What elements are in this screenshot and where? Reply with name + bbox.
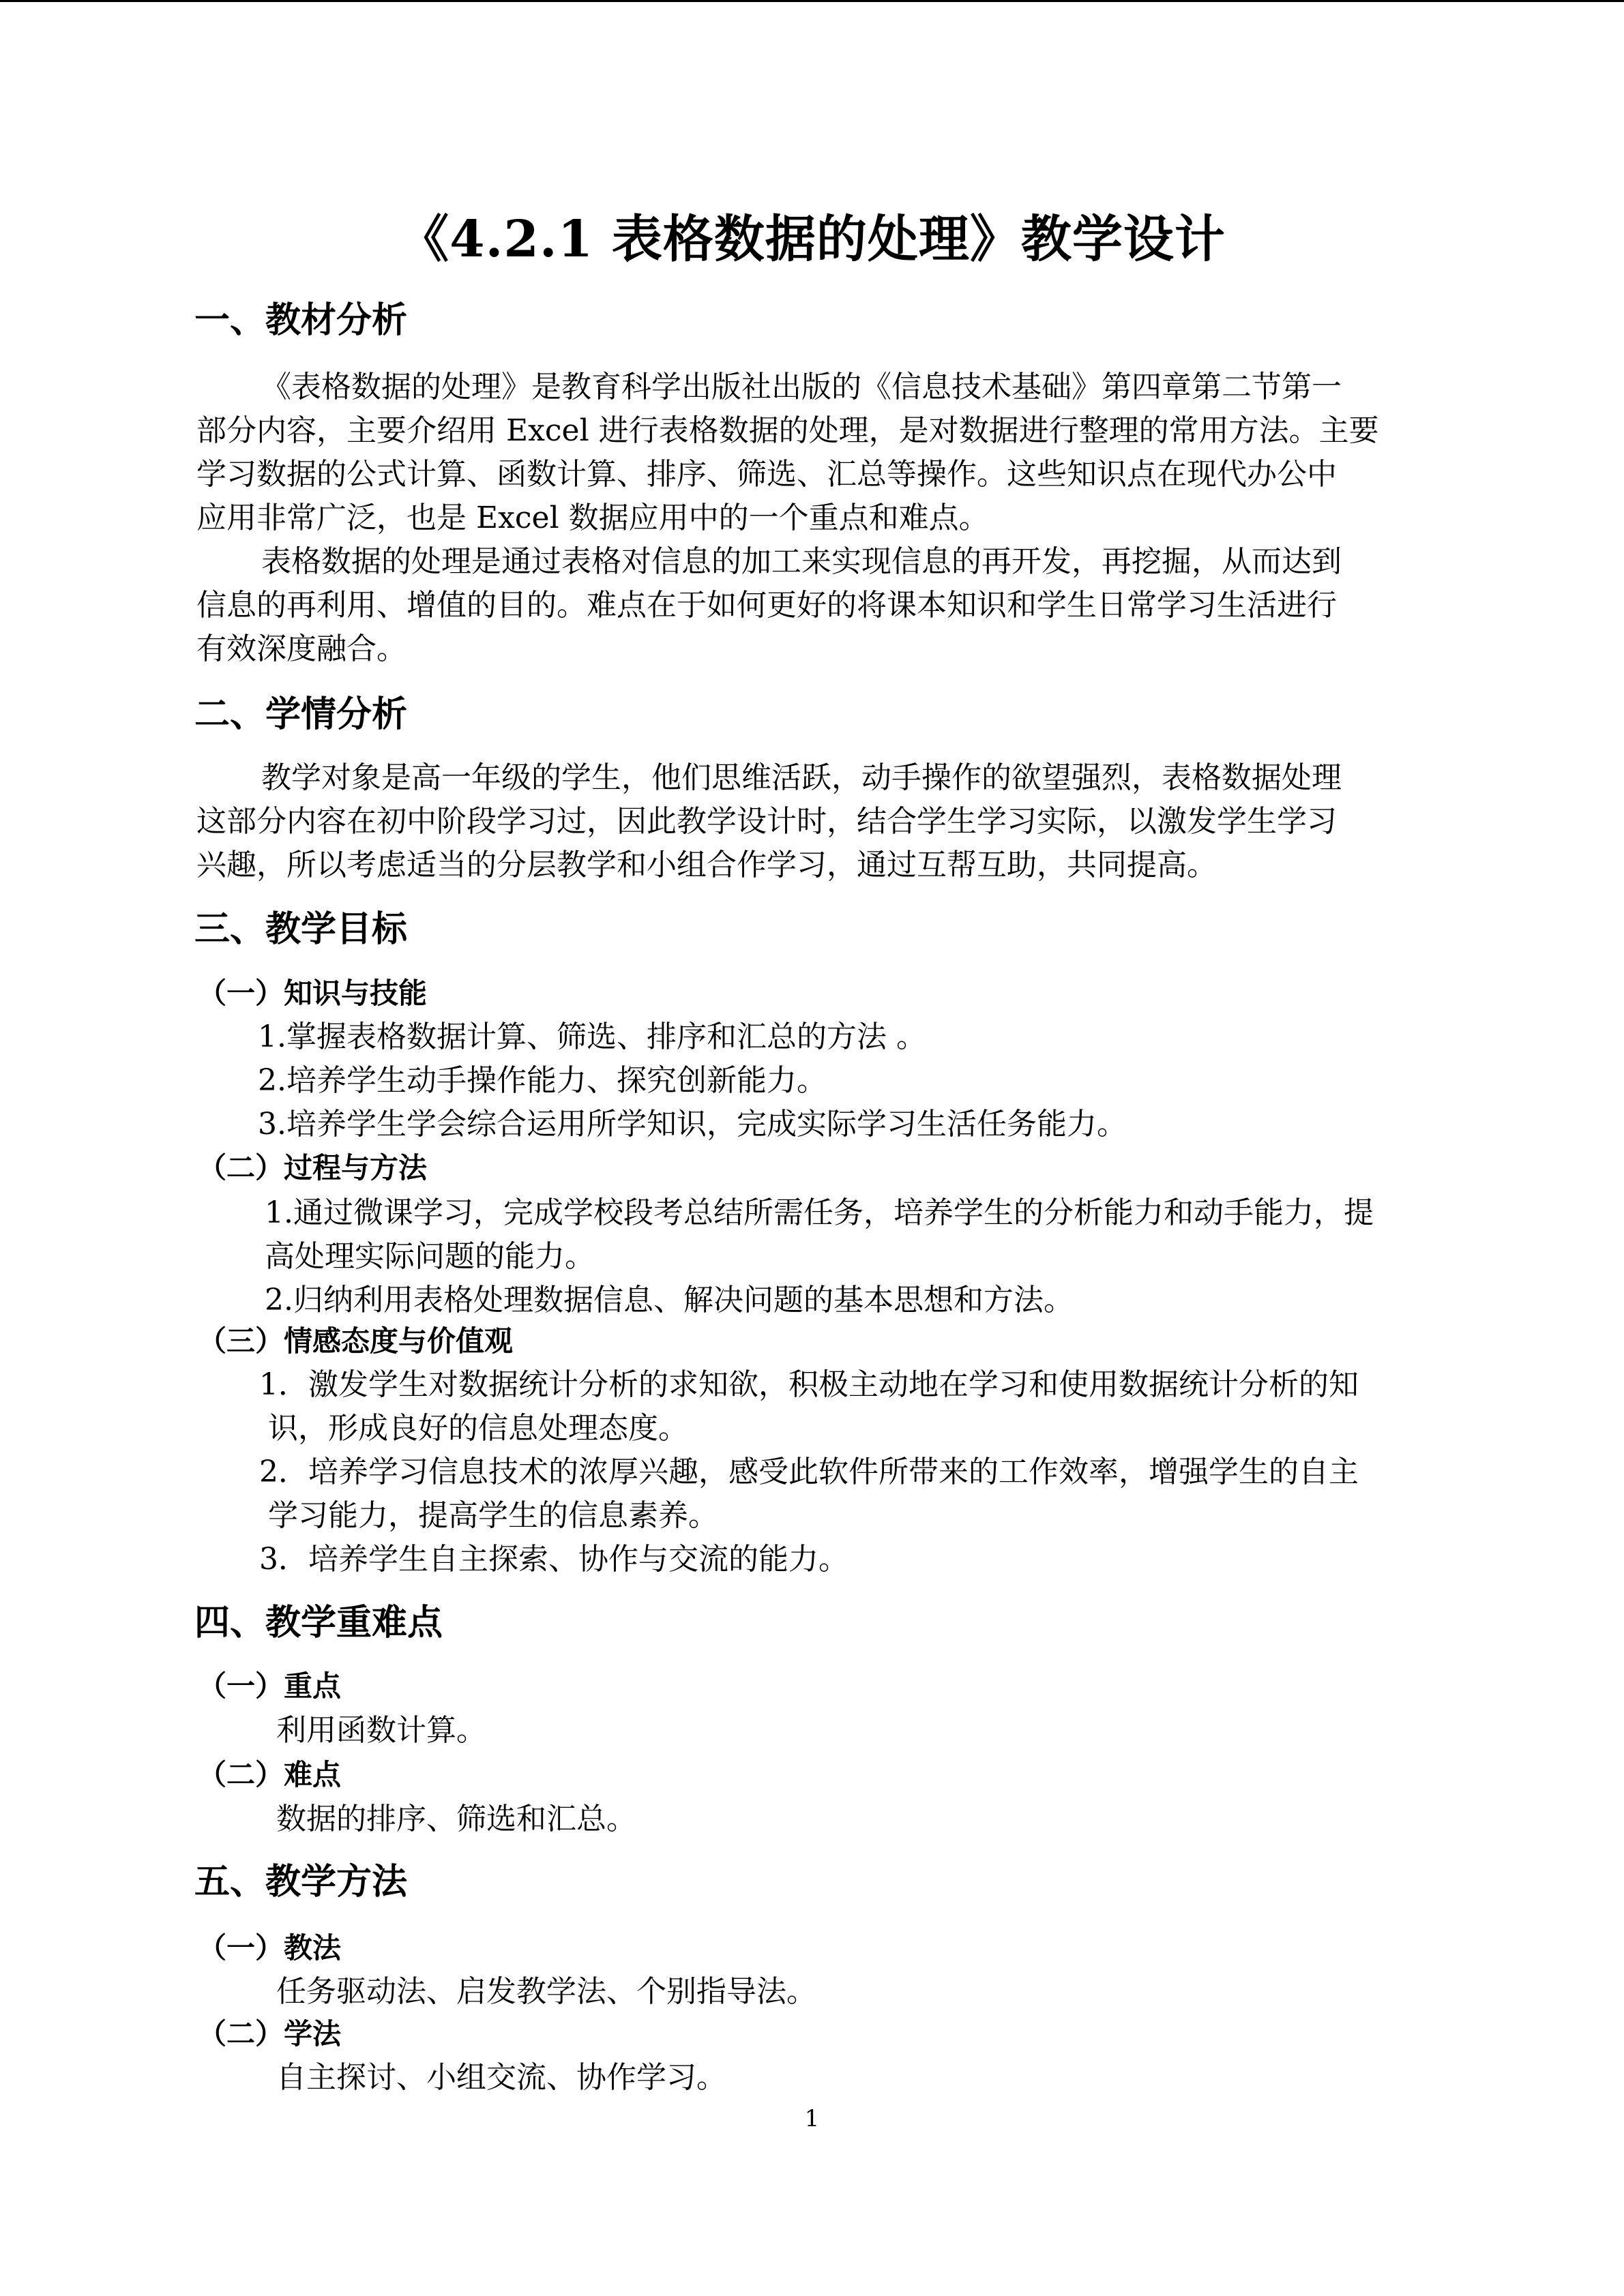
paragraph-line: 教学对象是高一年级的学生，他们思维活跃，动手操作的欲望强烈，表格数据处理 — [261, 760, 1342, 795]
section-heading-teaching-methods: 五、教学方法 — [194, 1862, 408, 1903]
list-item: 1.掌握表格数据计算、筛选、排序和汇总的方法 。 — [258, 1019, 926, 1054]
list-item: 1．激发学生对数据统计分析的求知欲，积极主动地在学习和使用数据统计分析的知 — [259, 1367, 1359, 1402]
paragraph-line: 数据的排序、筛选和汇总。 — [276, 1802, 636, 1836]
paragraph-line: 《表格数据的处理》是教育科学出版社出版的《信息技术基础》第四章第二节第一 — [261, 370, 1342, 404]
subsection-heading-teaching-method: （一）教法 — [198, 1931, 342, 1965]
list-item: 高处理实际问题的能力。 — [265, 1239, 595, 1274]
list-item: 3．培养学生自主探索、协作与交流的能力。 — [259, 1542, 848, 1577]
list-item: 2．培养学习信息技术的浓厚兴趣，感受此软件所带来的工作效率，增强学生的自主 — [259, 1455, 1359, 1489]
section-heading-key-difficult-points: 四、教学重难点 — [194, 1602, 443, 1643]
subsection-heading-knowledge-skills: （一）知识与技能 — [198, 976, 428, 1010]
paragraph-line: 信息的再利用、增值的目的。难点在于如何更好的将课本知识和学生日常学习生活进行 — [196, 588, 1337, 623]
paragraph-line: 部分内容，主要介绍用 Excel 进行表格数据的处理，是对数据进行整理的常用方法。主要 — [196, 413, 1379, 448]
subsection-heading-difficult-point: （二）难点 — [198, 1758, 342, 1791]
subsection-heading-key-point: （一）重点 — [198, 1669, 342, 1703]
paragraph-line: 这部分内容在初中阶段学习过，因此教学设计时，结合学生学习实际，以激发学生学习 — [196, 804, 1337, 839]
subsection-heading-process-methods: （二）过程与方法 — [198, 1151, 428, 1184]
section-heading-textbook-analysis: 一、教材分析 — [194, 300, 408, 341]
list-item: 1.通过微课学习，完成学校段考总结所需任务，培养学生的分析能力和动手能力，提 — [265, 1195, 1374, 1230]
page-number: 1 — [804, 2105, 820, 2132]
paragraph-line: 利用函数计算。 — [276, 1713, 486, 1748]
list-item: 3.培养学生学会综合运用所学知识，完成实际学习生活任务能力。 — [258, 1107, 1127, 1142]
paragraph-line: 学习数据的公式计算、函数计算、排序、筛选、汇总等操作。这些知识点在现代办公中 — [196, 457, 1337, 492]
list-item: 2.培养学生动手操作能力、探究创新能力。 — [258, 1063, 827, 1098]
section-heading-learner-analysis: 二、学情分析 — [194, 694, 408, 735]
subsection-heading-learning-method: （二）学法 — [198, 2017, 342, 2051]
subsection-heading-attitudes-values: （三）情感态度与价值观 — [198, 1324, 514, 1358]
document-title: 《4.2.1 表格数据的处理》教学设计 — [398, 210, 1226, 269]
paragraph-line: 有效深度融合。 — [196, 631, 407, 666]
paragraph-line: 应用非常广泛，也是 Excel 数据应用中的一个重点和难点。 — [196, 501, 989, 535]
list-item: 识，形成良好的信息处理态度。 — [268, 1411, 688, 1446]
list-item: 2.归纳利用表格处理数据信息、解决问题的基本思想和方法。 — [265, 1283, 1074, 1317]
paragraph-line: 自主探讨、小组交流、协作学习。 — [276, 2060, 726, 2095]
paragraph-line: 任务驱动法、启发教学法、个别指导法。 — [276, 1974, 816, 2009]
paragraph-line: 兴趣，所以考虑适当的分层教学和小组合作学习，通过互帮互助，共同提高。 — [196, 848, 1217, 882]
paragraph-line: 表格数据的处理是通过表格对信息的加工来实现信息的再开发，再挖掘，从而达到 — [261, 544, 1342, 579]
section-heading-teaching-objectives: 三、教学目标 — [194, 909, 408, 950]
list-item: 学习能力，提高学生的信息素养。 — [268, 1498, 718, 1533]
